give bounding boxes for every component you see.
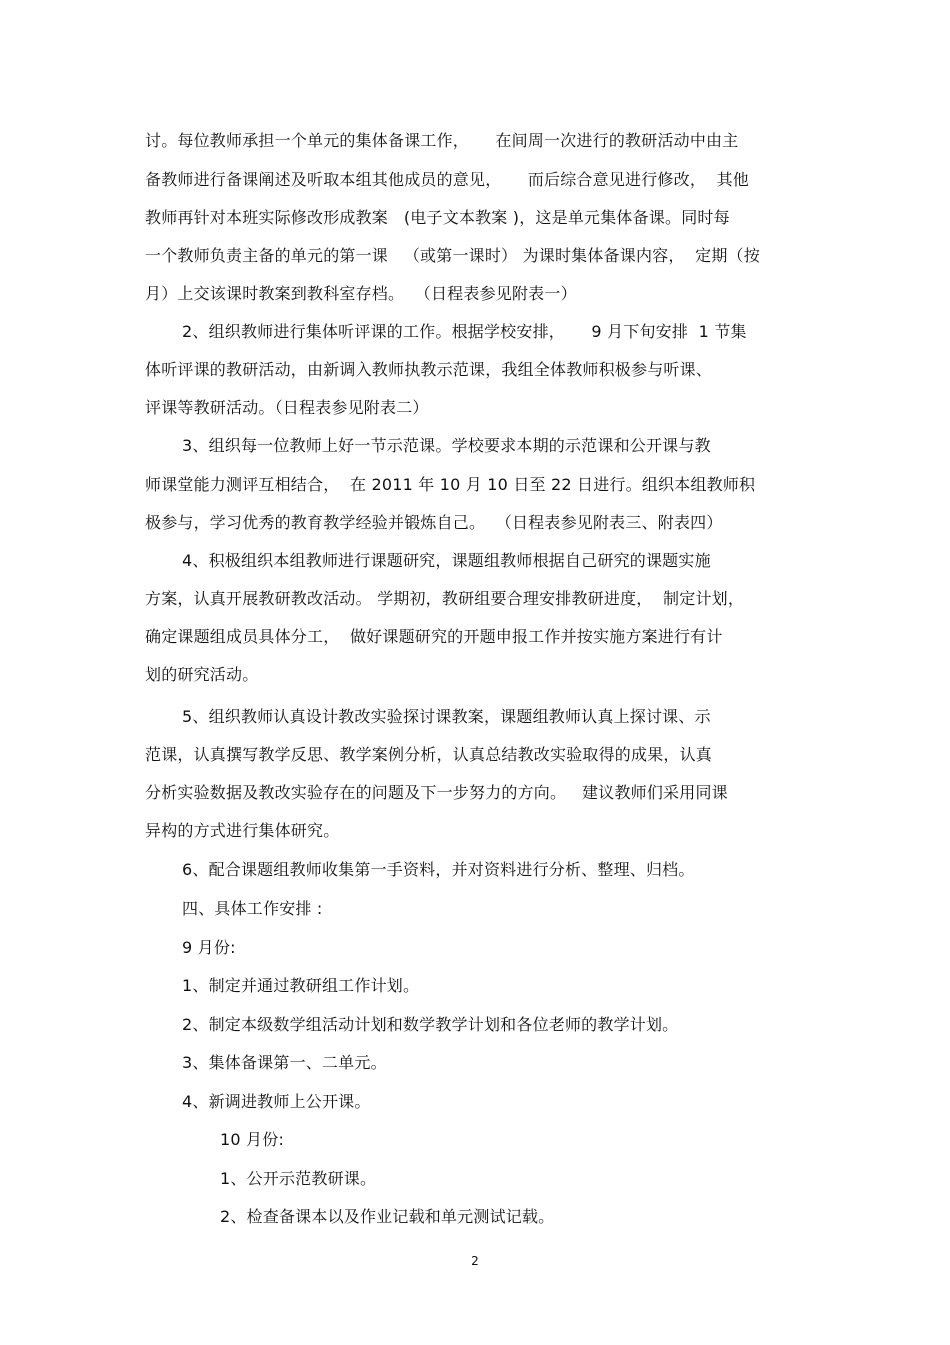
month-heading: 10 月份: xyxy=(220,1130,285,1149)
section-heading: 四、具体工作安排 : xyxy=(182,899,323,918)
list-item: 1、公开示范教研课。 xyxy=(220,1169,377,1188)
body-text-line: 备教师进行备课阐述及听取本组其他成员的意见， 而后综合意见进行修改， 其他 xyxy=(145,170,750,189)
body-text-line: 分析实验数据及教改实验存在的问题及下一步努力的方向。 建议教师们采用同课 xyxy=(145,783,728,802)
body-text-line: 划的研究活动。 xyxy=(145,665,259,684)
list-item: 1、制定并通过教研组工作计划。 xyxy=(182,976,420,995)
body-text-line: 一个教师负责主备的单元的第一课 （或第一课时） 为课时集体备课内容， 定期（按 xyxy=(145,246,760,265)
body-text-line: 教师再针对本班实际修改形成教案 (电子文本教案 )，这是单元集体备课。同时每 xyxy=(145,208,730,227)
paragraph-item-5: 5、组织教师认真设计教改实验探讨课教案，课题组教师认真上探讨课、示 xyxy=(182,707,711,726)
body-text-line: 范课，认真撰写教学反思、教学案例分析，认真总结教改实验取得的成果，认真 xyxy=(145,745,713,764)
list-item: 2、制定本级数学组活动计划和数学教学计划和各位老师的教学计划。 xyxy=(182,1015,679,1034)
body-text-line: 确定课题组成员具体分工， 做好课题研究的开题申报工作并按实施方案进行有计 xyxy=(145,627,723,646)
list-item: 3、集体备课第一、二单元。 xyxy=(182,1053,387,1072)
paragraph-item-3: 3、组织每一位教师上好一节示范课。学校要求本期的示范课和公开课与教 xyxy=(182,436,711,455)
body-text-line: 讨。每位教师承担一个单元的集体备课工作， 在间周一次进行的教研活动中由主 xyxy=(145,131,739,150)
body-text-line: 异构的方式进行集体研究。 xyxy=(145,821,340,840)
body-text-line: 方案，认真开展教研教改活动。 学期初，教研组要合理安排教研进度， 制定计划， xyxy=(145,589,745,608)
body-text-line: 月）上交该课时教案到教科室存档。 （日程表参见附表一） xyxy=(145,284,577,303)
paragraph-item-6: 6、配合课题组教师收集第一手资料，并对资料进行分析、整理、归档。 xyxy=(182,860,695,879)
body-text-line: 师课堂能力测评互相结合， 在 2011 年 10 月 10 日至 22 日进行。组织本组教师积 xyxy=(145,475,756,494)
list-item: 4、新调进教师上公开课。 xyxy=(182,1092,371,1111)
body-text-line: 评课等教研活动。（日程表参见附表二） xyxy=(145,398,429,417)
paragraph-item-2: 2、组织教师进行集体听评课的工作。根据学校安排， 9 月下旬安排 1 节集 xyxy=(182,322,747,341)
body-text-line: 体听评课的教研活动，由新调入教师执教示范课，我组全体教师积极参与听课、 xyxy=(145,360,713,379)
list-item: 2、检查备课本以及作业记载和单元测试记载。 xyxy=(220,1207,555,1226)
body-text-line: 极参与，学习优秀的教育教学经验并锻炼自己。 （日程表参见附表三、附表四） xyxy=(145,513,723,532)
page-number: 2 xyxy=(471,1254,479,1268)
month-heading: 9 月份: xyxy=(182,938,236,957)
paragraph-item-4: 4、积极组织本组教师进行课题研究，课题组教师根据自己研究的课题实施 xyxy=(182,551,711,570)
